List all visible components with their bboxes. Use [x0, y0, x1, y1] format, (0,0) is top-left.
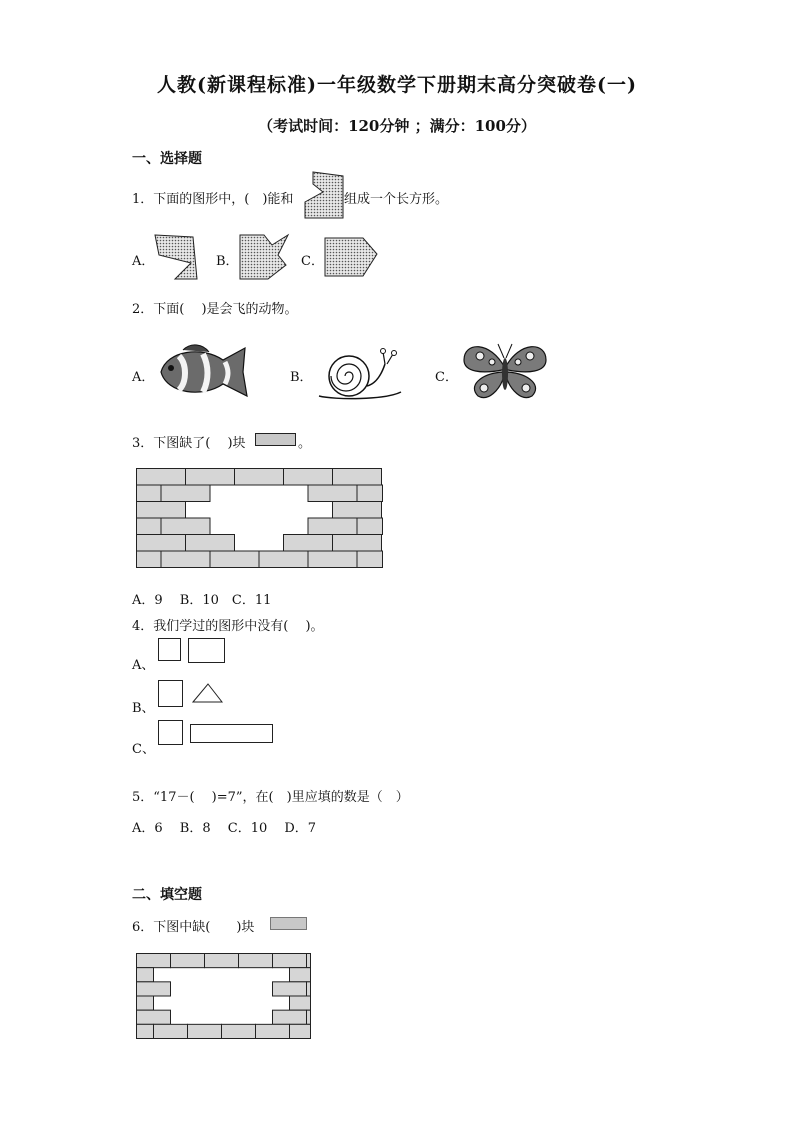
brick: [357, 518, 383, 535]
page-title: 人教(新课程标准)一年级数学下册期末高分突破卷(一): [157, 74, 637, 96]
brick-wall-small: [136, 953, 312, 1039]
question-3-end: 。: [298, 436, 312, 451]
brick: [307, 1010, 311, 1024]
brick: [357, 551, 383, 568]
brick: [259, 551, 308, 568]
option-b-label: B．: [290, 370, 313, 385]
brick: [273, 982, 307, 996]
brick: [290, 1024, 311, 1038]
question-1-text-start: 1．下面的图形中，( )能和: [132, 192, 294, 207]
brick: [161, 551, 210, 568]
brick: [171, 954, 205, 968]
question-6-text: 6．下图中缺( )块: [132, 920, 255, 935]
brick: [235, 469, 284, 486]
question-3-options: A．9 B．10 C．11: [132, 593, 272, 608]
brick: [308, 551, 357, 568]
option-a-label: A．: [132, 254, 155, 269]
brick: [307, 982, 311, 996]
brick: [161, 485, 210, 502]
option-c-shapes[interactable]: [158, 720, 278, 748]
brick-icon: [270, 917, 310, 931]
brick: [284, 469, 333, 486]
brick: [137, 1024, 154, 1038]
option-a-label: A．: [132, 370, 155, 385]
clownfish-image[interactable]: [153, 342, 253, 400]
brick: [137, 968, 154, 982]
brick: [137, 502, 186, 519]
brick: [137, 996, 154, 1010]
brick: [357, 485, 383, 502]
brick: [239, 954, 273, 968]
brick: [308, 518, 357, 535]
brick: [137, 485, 162, 502]
brick: [222, 1024, 256, 1038]
option-c-label: C、: [132, 742, 155, 757]
section-fill-heading: 二、填空题: [132, 887, 202, 903]
brick: [308, 485, 357, 502]
option-a-label: A、: [132, 658, 155, 673]
brick: [137, 518, 162, 535]
brick: [137, 982, 171, 996]
brick: [161, 518, 210, 535]
option-b-shapes[interactable]: [158, 680, 228, 708]
brick: [137, 551, 162, 568]
option-a-shapes[interactable]: [158, 638, 228, 664]
brick: [186, 469, 235, 486]
question-2-text: 2．下面( )是会飞的动物。: [132, 302, 298, 317]
option-b-label: B．: [216, 254, 239, 269]
brick: [210, 551, 259, 568]
question-5-text: 5．“17－( )=7”，在( )里应填的数是（ ）: [132, 790, 409, 805]
brick-wall-large: [136, 468, 384, 568]
brick: [137, 954, 171, 968]
question-1-text-end: 组成一个长方形。: [344, 192, 449, 207]
option-c-label: C．: [435, 370, 458, 385]
brick: [154, 1024, 188, 1038]
brick: [137, 1010, 171, 1024]
brick: [256, 1024, 290, 1038]
butterfly-image[interactable]: [460, 338, 550, 402]
option-c-label: C．: [301, 254, 324, 269]
brick: [307, 954, 311, 968]
question-5-options: A．6 B．8 C．10 D．7: [132, 821, 317, 836]
brick: [290, 968, 311, 982]
brick: [137, 535, 186, 552]
exam-info: （考试时间：120分钟 ；满分：100分）: [258, 117, 536, 135]
option-b-shape[interactable]: [238, 233, 290, 281]
brick: [284, 535, 333, 552]
question-4-text: 4．我们学过的图形中没有( )。: [132, 619, 324, 634]
brick-icon: [255, 433, 297, 447]
brick: [333, 469, 382, 486]
brick: [137, 469, 186, 486]
brick: [333, 502, 382, 519]
brick: [205, 954, 239, 968]
section-choice-heading: 一、选择题: [132, 151, 202, 167]
snail-image[interactable]: [315, 346, 405, 404]
question-1-reference-shape: [301, 172, 345, 220]
brick: [333, 535, 382, 552]
option-c-shape[interactable]: [323, 236, 379, 280]
brick: [273, 954, 307, 968]
brick: [188, 1024, 222, 1038]
option-a-shape[interactable]: [153, 233, 199, 281]
brick: [186, 535, 235, 552]
brick: [273, 1010, 307, 1024]
brick: [290, 996, 311, 1010]
option-b-label: B、: [132, 701, 155, 716]
question-3-text: 3．下图缺了( )块: [132, 436, 246, 451]
